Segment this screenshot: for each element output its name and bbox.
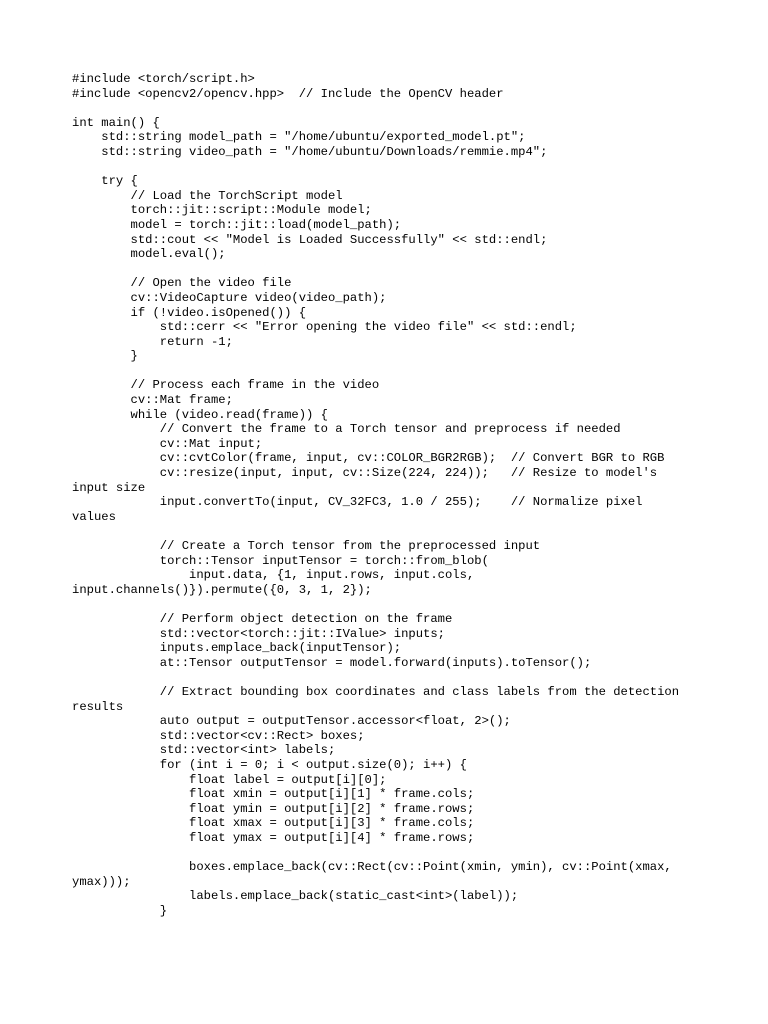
code-line: float ymax = output[i][4] * frame.rows; (72, 830, 475, 845)
code-line: std::string model_path = "/home/ubuntu/exported_model.pt"; (72, 130, 526, 145)
code-block (72, 72, 712, 918)
code-line: values (72, 509, 116, 524)
code-line: inputs.emplace_back(inputTensor); (72, 641, 402, 656)
code-line: results (72, 699, 124, 714)
code-line: std::cout << "Model is Loaded Successfully" << std::endl; (72, 232, 548, 247)
code-line (72, 524, 712, 539)
code-line: // Convert the frame to a Torch tensor and preprocess if needed (72, 422, 621, 437)
code-line: input size (72, 480, 146, 495)
code-line: cv::Mat frame; (72, 393, 233, 408)
code-line: while (video.read(frame)) { (72, 407, 328, 422)
code-line: std::vector<cv::Rect> boxes; (72, 728, 365, 743)
code-line: float label = output[i][0]; (72, 772, 387, 787)
code-line: #include <torch/script.h> (72, 72, 255, 86)
code-line: // Load the TorchScript model (72, 188, 343, 203)
code-line: float xmin = output[i][1] * frame.cols; (72, 787, 475, 802)
code-line (72, 597, 712, 612)
code-line: cv::resize(input, input, cv::Size(224, 224)); // Resize to model's (72, 466, 658, 481)
code-line (72, 160, 712, 175)
code-line (72, 670, 712, 685)
code-line: cv::VideoCapture video(video_path); (72, 290, 387, 305)
code-line: at::Tensor outputTensor = model.forward(inputs).toTensor(); (72, 655, 592, 670)
code-line: int main() { (72, 115, 160, 130)
code-line: input.channels()}).permute({0, 3, 1, 2}); (72, 582, 372, 597)
code-line: if (!video.isOpened()) { (72, 305, 307, 320)
code-line: // Create a Torch tensor from the preprocessed input (72, 539, 541, 553)
code-line (72, 364, 712, 379)
code-line: labels.emplace_back(static_cast<int>(label)); (72, 889, 519, 904)
code-line: input.convertTo(input, CV_32FC3, 1.0 / 255); // Normalize pixel (72, 495, 643, 510)
code-line: ymax))); (72, 874, 131, 889)
code-line: torch::jit::script::Module model; (72, 203, 372, 218)
code-line: std::cerr << "Error opening the video file" << std::endl; (72, 320, 577, 335)
code-line: return -1; (72, 334, 233, 349)
code-line: auto output = outputTensor.accessor<float, 2>(); (72, 714, 511, 729)
code-line: // Perform object detection on the frame (72, 611, 453, 626)
code-line: std::vector<int> labels; (72, 743, 336, 758)
code-line: input.data, {1, input.rows, input.cols, (72, 568, 475, 583)
code-line: // Extract bounding box coordinates and class labels from the detection (72, 684, 680, 699)
code-line: } (72, 349, 138, 364)
code-line: } (72, 903, 168, 918)
code-line: model = torch::jit::load(model_path); (72, 217, 402, 232)
code-line: std::string video_path = "/home/ubuntu/Downloads/remmie.mp4"; (72, 144, 548, 159)
code-line: cv::Mat input; (72, 436, 263, 451)
code-line: try { (72, 174, 138, 189)
code-line: float xmax = output[i][3] * frame.cols; (72, 816, 475, 831)
code-line (72, 845, 712, 860)
code-line: model.eval(); (72, 247, 226, 262)
code-line: for (int i = 0; i < output.size(0); i++) { (72, 757, 467, 772)
code-line (72, 101, 712, 116)
code-line: #include <opencv2/opencv.hpp> // Include the OpenCV header (72, 86, 504, 101)
code-line: float ymin = output[i][2] * frame.rows; (72, 801, 475, 816)
code-line: torch::Tensor inputTensor = torch::from_blob( (72, 553, 489, 568)
code-line: cv::cvtColor(frame, input, cv::COLOR_BGR2RGB); // Convert BGR to RGB (72, 451, 665, 466)
code-line: boxes.emplace_back(cv::Rect(cv::Point(xmin, ymin), cv::Point(xmax, (72, 860, 672, 875)
code-line: // Process each frame in the video (72, 378, 380, 393)
code-line: // Open the video file (72, 276, 292, 291)
code-line (72, 262, 712, 277)
code-line: std::vector<torch::jit::IValue> inputs; (72, 626, 445, 641)
